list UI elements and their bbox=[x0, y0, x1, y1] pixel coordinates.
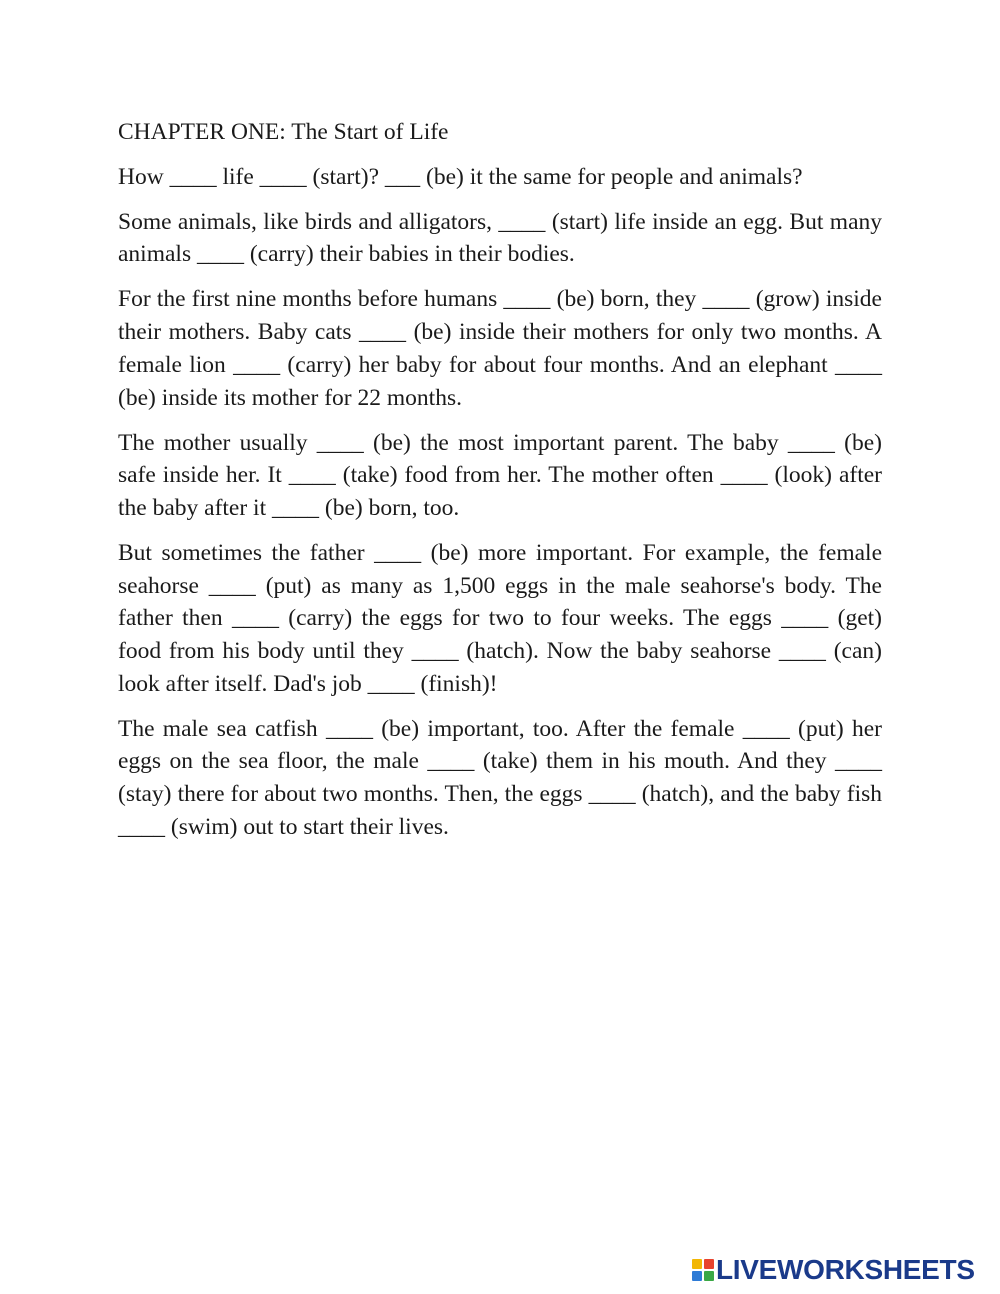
paragraph-2: Some animals, like birds and alligators, ____ (start) life inside an egg. But many animals ____ (carry) their babies in their bodies. bbox=[118, 208, 882, 268]
paragraph-4: The mother usually ____ (be) the most important parent. The baby ____ (be) safe inside her. It ____ (take) food from her. The mother often ____ (look) after the baby after it ____ (be) born, too. bbox=[118, 429, 882, 521]
chapter-title: CHAPTER ONE: The Start of Life bbox=[118, 119, 449, 145]
paragraph-1: How ____ life ____ (start)? ___ (be) it the same for people and animals? bbox=[118, 163, 803, 190]
logo-square-blue bbox=[692, 1271, 702, 1281]
liveworksheets-logo-icon bbox=[692, 1259, 714, 1281]
worksheet-content bbox=[118, 116, 882, 856]
paragraph-5: But sometimes the father ____ (be) more important. For example, the female seahorse ____ (put) as many as 1,500 eggs in the male seahorse's body. The father then ____ (carry) the eggs for two to four weeks. The eggs ____ (get) food from his body until they ____ (hatch). Now the baby seahorse ____ (can) look after itself. Dad's job ____ (finish)! bbox=[118, 539, 882, 697]
logo-square-green bbox=[704, 1271, 714, 1281]
logo-text: LIVEWORKSHEETS bbox=[716, 1254, 975, 1285]
paragraph-3: For the first nine months before humans ____ (be) born, they ____ (grow) inside their mothers. Baby cats ____ (be) inside their mothers for only two months. A female lion ____ (carry) her baby for about four months. And an elephant ____ (be) inside its mother for 22 months. bbox=[118, 286, 882, 411]
logo-square-yellow bbox=[692, 1259, 702, 1269]
paragraph-6: The male sea catfish ____ (be) important, too. After the female ____ (put) her eggs on the sea floor, the male ____ (take) them in his mouth. And they ____ (stay) there for about two months. Then, the eggs ____ (hatch), and the baby fish ____ (swim) out to start their lives. bbox=[118, 715, 882, 840]
logo-square-red bbox=[704, 1259, 714, 1269]
liveworksheets-logo bbox=[692, 1256, 975, 1284]
